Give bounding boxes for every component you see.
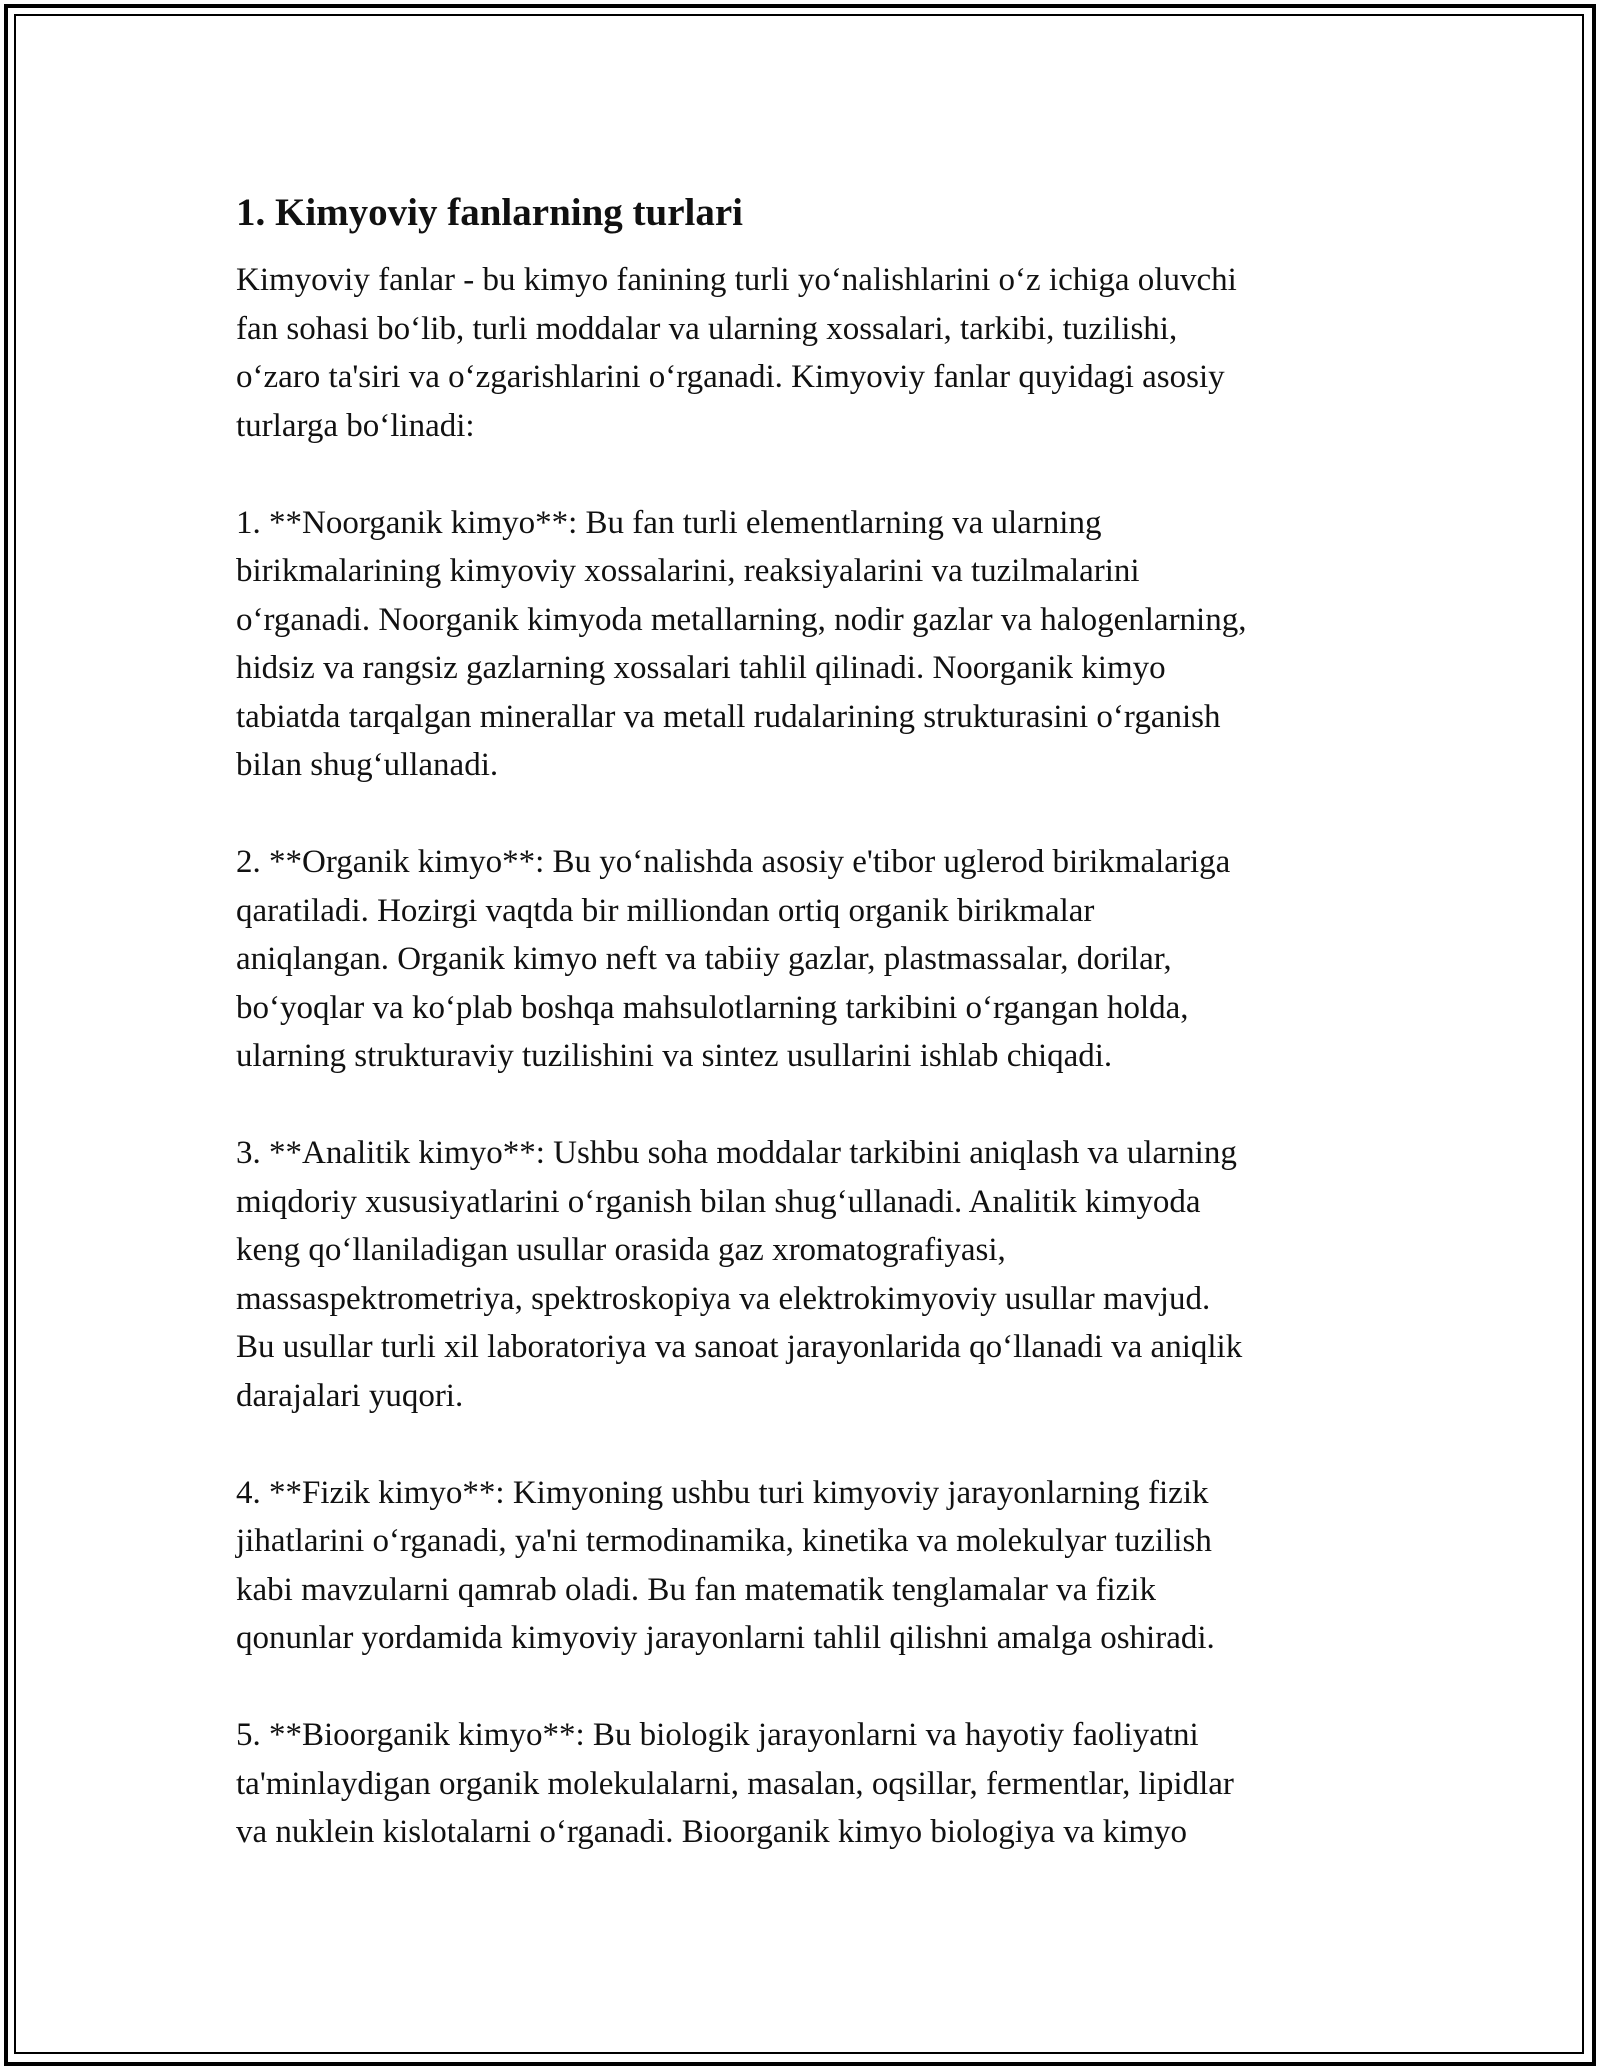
text-line: kabi mavzularni qamrab oladi. Bu fan matematik tenglamalar va fizik [236, 1571, 1156, 1608]
text-line: jihatlarini o‘rganadi, ya'ni termodinamika, kinetika va molekulyar tuzilish [236, 1523, 1212, 1559]
text-line: Bu usullar turli xil laboratoriya va sanoat jarayonlarida qo‘llanadi va aniqlik [236, 1329, 1243, 1365]
text-line: 1. **Noorganik kimyo**: Bu fan turli elementlarning va ularning [236, 504, 1102, 541]
text-line: keng qo‘llaniladigan usullar orasida gaz xromatografiyasi, [236, 1232, 1006, 1268]
text-line: Kimyoviy fanlar - bu kimyo fanining turli yo‘nalishlarini o‘z ichiga oluvchi [236, 262, 1237, 298]
text-line: 5. **Bioorganik kimyo**: Bu biologik jarayonlarni va hayotiy faoliyatni [236, 1717, 1199, 1753]
paragraph-item-1 [236, 499, 1376, 790]
text-line: 2. **Organik kimyo**: Bu yo‘nalishda asosiy e'tibor uglerod birikmalariga [236, 844, 1231, 880]
text-line: va nuklein kislotalarni o‘rganadi. Bioorganik kimyo biologiya va kimyo [236, 1814, 1188, 1850]
text-line: bilan shug‘ullanadi. [236, 747, 499, 783]
text-line: massaspektrometriya, spektroskopiya va elektrokimyoviy usullar mavjud. [236, 1280, 1211, 1317]
paragraph-intro [236, 256, 1376, 450]
document-title: 1. Kimyoviy fanlarning turlari [236, 191, 743, 234]
text-line: tabiatda tarqalgan minerallar va metall rudalarining strukturasini o‘rganish [236, 698, 1221, 735]
text-line: birikmalarining kimyoviy xossalarini, reaksiyalarini va tuzilmalarini [236, 553, 1140, 589]
paragraph-item-3 [236, 1129, 1376, 1420]
text-line: o‘zaro ta'siri va o‘zgarishlarini o‘rganadi. Kimyoviy fanlar quyidagi asosiy [236, 359, 1225, 395]
paragraph-item-5 [236, 1711, 1376, 1857]
text-line: hidsiz va rangsiz gazlarning xossalari tahlil qilinadi. Noorganik kimyo [236, 650, 1166, 686]
text-line: o‘rganadi. Noorganik kimyoda metallarning, nodir gazlar va halogenlarning, [236, 601, 1247, 638]
text-line: turlarga bo‘linadi: [236, 407, 475, 444]
text-line: ta'minlaydigan organik molekulalarni, masalan, oqsillar, fermentlar, lipidlar [236, 1765, 1234, 1802]
document-page [236, 182, 1376, 1905]
text-line: 4. **Fizik kimyo**: Kimyoning ushbu turi kimyoviy jarayonlarning fizik [236, 1474, 1209, 1511]
text-line: 3. **Analitik kimyo**: Ushbu soha moddalar tarkibini aniqlash va ularning [236, 1135, 1237, 1171]
text-line: fan sohasi bo‘lib, turli moddalar va ularning xossalari, tarkibi, tuzilishi, [236, 310, 1178, 347]
text-line: aniqlangan. Organik kimyo neft va tabiiy gazlar, plastmassalar, dorilar, [236, 941, 1172, 977]
text-line: qaratiladi. Hozirgi vaqtda bir milliondan ortiq organik birikmalar [236, 892, 1095, 929]
text-line: darajalari yuqori. [236, 1377, 464, 1414]
paragraph-item-4 [236, 1469, 1376, 1663]
text-line: ularning strukturaviy tuzilishini va sintez usullarini ishlab chiqadi. [236, 1038, 1113, 1074]
text-line: bo‘yoqlar va ko‘plab boshqa mahsulotlarning tarkibini o‘rgangan holda, [236, 989, 1189, 1026]
paragraph-item-2 [236, 838, 1376, 1081]
text-line: qonunlar yordamida kimyoviy jarayonlarni tahlil qilishni amalga oshiradi. [236, 1620, 1215, 1656]
text-line: miqdoriy xususiyatlarini o‘rganish bilan shug‘ullanadi. Analitik kimyoda [236, 1183, 1201, 1220]
